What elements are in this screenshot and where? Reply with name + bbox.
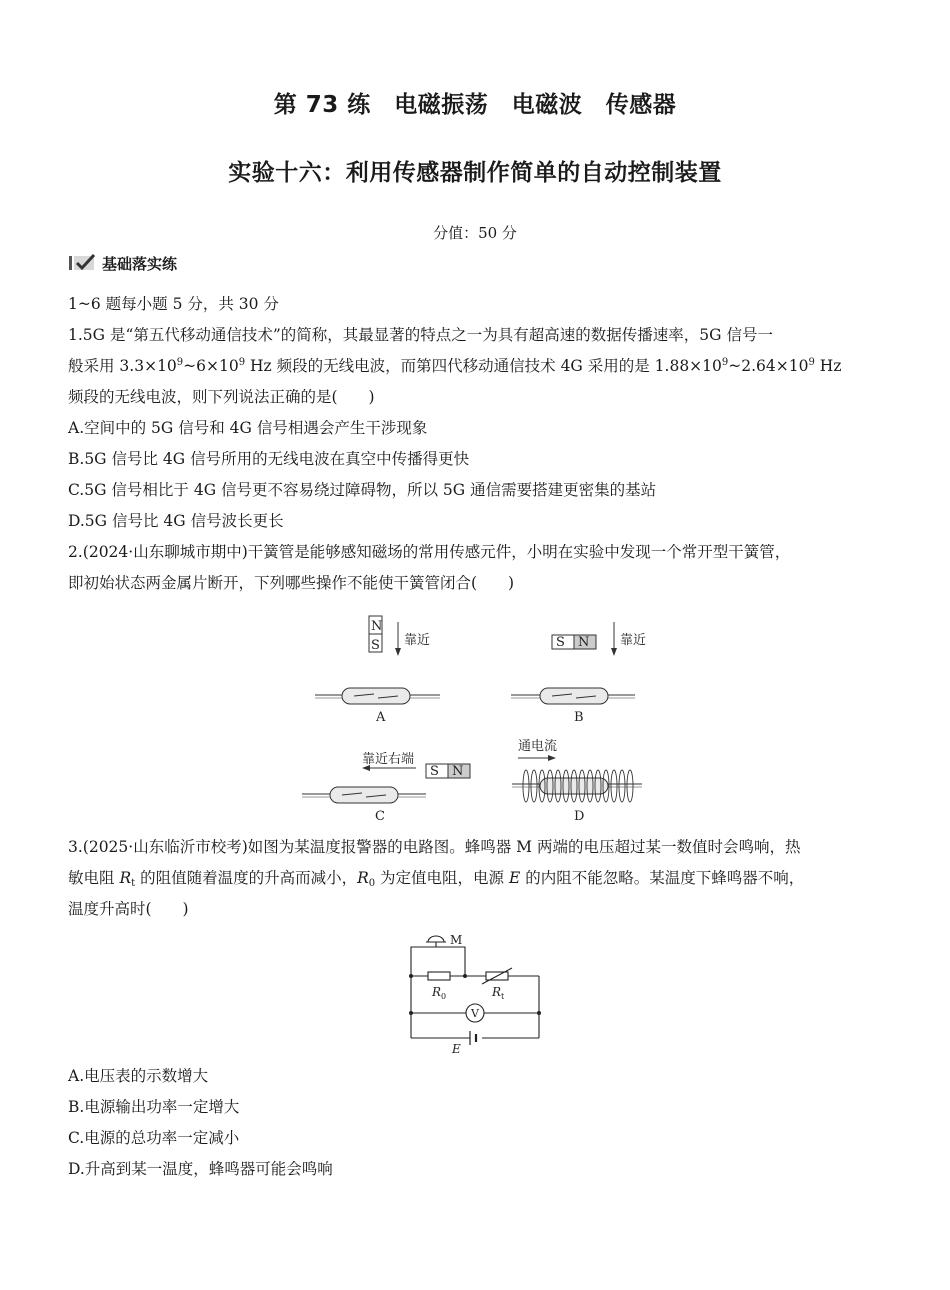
rt-label: R: [492, 985, 502, 999]
q3-option-d: D.升高到某一温度，蜂鸣器可能会鸣响: [68, 1160, 333, 1178]
diagram-a: [315, 616, 440, 725]
q1-option-c: C.5G 信号相比于 4G 信号更不容易绕过障碍物，所以 5G 通信需要搭建更密集的基站: [68, 481, 657, 499]
approach-label-a: 靠近: [404, 633, 431, 648]
r0-label: R: [432, 985, 442, 999]
q2-line1: 2.(2024·山东聊城市期中)干簧管是能够感知磁场的常用传感元件，小明在实验中发现一个常开型干簧管，: [68, 543, 791, 561]
question-block-1: [68, 289, 880, 599]
approach-label-b: 靠近: [620, 633, 647, 648]
q3-option-c: C.电源的总功率一定减小: [68, 1129, 240, 1147]
approach-right-label: 靠近右端: [362, 752, 415, 767]
magnet-n-label-b: N: [578, 635, 590, 650]
label-d: D: [574, 809, 585, 824]
question-block-3: [68, 832, 880, 925]
q1-option-d: D.5G 信号比 4G 信号波长更长: [68, 512, 284, 530]
q2-line2: 即初始状态两金属片断开，下列哪些操作不能使干簧管闭合( ): [68, 574, 515, 592]
checklist-icon: [68, 254, 96, 272]
label-c: C: [375, 809, 385, 824]
q3-line2: 敏电阻 $R_t$ 的阻值随着温度的升高而减小，$R_0$ 为定值电阻，电源 E 的内阻不能忽略。某温度下蜂鸣器不响，: [68, 869, 805, 889]
q3-option-b: B.电源输出功率一定增大: [68, 1098, 240, 1116]
q3-options: [68, 1061, 880, 1185]
alarm-circuit-figure: [400, 928, 550, 1058]
q3-line3: 温度升高时( ): [68, 900, 189, 918]
reed-switch-figure: [290, 612, 670, 830]
q1-option-a: A.空间中的 5G 信号和 4G 信号相遇会产生干涉现象: [68, 419, 428, 437]
diagram-b: [511, 622, 646, 725]
r0-subscript: 0: [441, 992, 447, 1001]
rt-subscript: t: [501, 992, 505, 1001]
section-header: [68, 250, 177, 276]
q1-option-b: B.5G 信号比 4G 信号所用的无线电波在真空中传播得更快: [68, 450, 470, 468]
voltmeter-label: V: [471, 1007, 479, 1020]
source-label: E: [452, 1042, 461, 1056]
q3-line1: 3.(2025·山东临沂市校考)如图为某温度报警器的电路图。蜂鸣器 M 两端的电压超过某一数值时会鸣响，热: [68, 838, 801, 856]
scoring-note: 1~6 题每小题 5 分，共 30 分: [68, 295, 279, 313]
magnet-s-label-c: S: [430, 764, 439, 779]
q3-option-a: A.电压表的示数增大: [68, 1067, 209, 1085]
buzzer-label: M: [450, 933, 463, 947]
score-line: 分值：50 分: [433, 224, 517, 242]
page-subtitle: 实验十六：利用传感器制作简单的自动控制装置: [228, 160, 722, 186]
magnet-n-label-a: N: [371, 619, 383, 634]
label-b: B: [574, 710, 584, 725]
magnet-s-label-b: S: [556, 635, 565, 650]
magnet-n-label-c: N: [452, 764, 464, 779]
q1-line2: 般采用 $3.3\times 10^9\sim 6\times 10^9$ Hz 频段的无线电波，而第四代移动通信技术 4G 采用的是 $1.88\times 10^9\sim 2.64\times 10^9$ Hz: [68, 357, 842, 375]
section-label: 基础落实练: [102, 254, 178, 273]
diagram-c: [302, 751, 470, 824]
page-title: 第 73 练 电磁振荡 电磁波 传感器: [273, 92, 677, 118]
label-a: A: [376, 710, 386, 725]
q1-line1: 1.5G 是“第五代移动通信技术”的简称，其最显著的特点之一为具有超高速的数据传播速率，5G 信号一: [68, 326, 773, 344]
q1-line3: 频段的无线电波，则下列说法正确的是( ): [68, 388, 375, 406]
diagram-d: [512, 738, 642, 824]
current-label: 通电流: [518, 739, 558, 754]
magnet-s-label-a: S: [371, 638, 380, 653]
